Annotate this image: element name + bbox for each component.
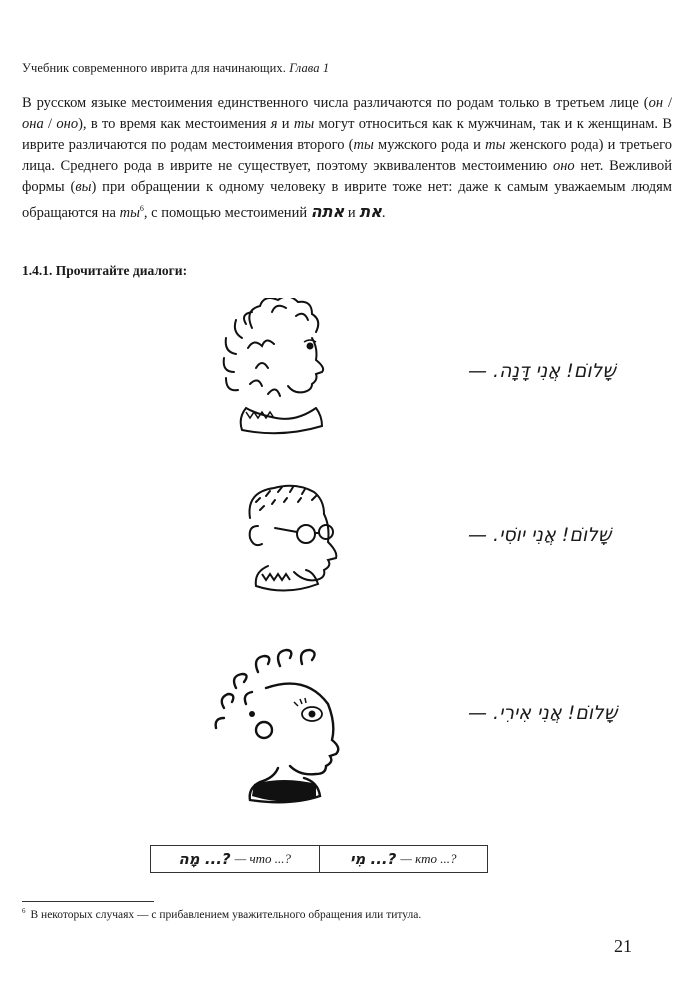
vocabulary-table xyxy=(150,845,488,873)
pronoun-ono: оно xyxy=(552,158,575,174)
exercise-title: 1.4.1. Прочитайте диалоги: xyxy=(22,263,188,278)
iri-portrait xyxy=(206,644,352,804)
text-run: ), в то время как местоимения xyxy=(78,116,271,132)
pronoun-ono: оно xyxy=(56,116,79,132)
dana-portrait xyxy=(212,298,340,438)
hebrew-greeting: שָׁלוֹם! אֲנִי דָּנָה. xyxy=(493,360,616,382)
hebrew-word: ?... מִי xyxy=(350,850,397,868)
pronoun-ona: она xyxy=(22,116,44,132)
pronoun-on: он xyxy=(648,95,664,111)
vocab-cell-who xyxy=(319,846,488,872)
hebrew-greeting: שָׁלוֹם! אֲנִי יוֹסִי. xyxy=(493,524,612,546)
running-header xyxy=(22,61,329,76)
slash: / xyxy=(663,95,673,111)
footnote-divider xyxy=(22,901,154,902)
hebrew-at: את xyxy=(359,201,382,221)
gloss: — кто ...? xyxy=(400,851,457,866)
gloss: — что ...? xyxy=(234,851,292,866)
text-run: женского рода) и третьего лица. Среднего рода в иврите не существует, поэтому эквивалентов местоимению xyxy=(22,137,673,174)
text-run: . xyxy=(381,204,386,221)
hebrew-greeting: שָׁלוֹם! אֲנִי אִירִי. xyxy=(493,702,618,724)
text-run: нет. Вежливой формы ( xyxy=(22,158,672,195)
chapter-label: Глава 1 xyxy=(289,61,330,75)
text-run: , с помощью местоимений xyxy=(143,204,311,221)
body-paragraph xyxy=(22,93,672,224)
text-run: и xyxy=(344,204,360,221)
footnote xyxy=(22,907,421,921)
dash: — xyxy=(468,524,487,546)
page-number: 21 xyxy=(614,936,632,956)
book-title: Учебник современного иврита для начинающих. xyxy=(22,61,286,75)
footnote-text: В некоторых случаях — с прибавлением уважительного обращения или титула. xyxy=(30,908,422,921)
pronoun-ty: ты xyxy=(485,137,506,153)
text-run: могут относиться как к мужчинам, так и к женщинам. В иврите различаются по родам местоимения второго ( xyxy=(22,116,673,153)
pronoun-ya: я xyxy=(270,116,278,132)
slash: / xyxy=(43,116,57,132)
dialogue-line-2 xyxy=(468,524,611,546)
text-run: В русском языке местоимения единственного числа различаются по родам только в третьем лице ( xyxy=(22,95,649,111)
text-run: мужского рода и xyxy=(373,137,486,153)
pronoun-vy: вы xyxy=(75,179,92,195)
footnote-number: 6 xyxy=(22,907,26,915)
footnote-ref[interactable]: 6 xyxy=(139,204,144,213)
hebrew-word: ?... מָה xyxy=(178,850,231,868)
yossi-portrait xyxy=(222,478,350,596)
dash: — xyxy=(468,360,487,382)
pronoun-ty: ты xyxy=(353,137,374,153)
dash: — xyxy=(468,702,487,724)
dialogue-line-3 xyxy=(468,702,617,724)
text-run: ) при обращении к одному человеку в иврите тоже нет: даже к самым уважаемым людям обращаются на xyxy=(22,179,672,221)
hebrew-atta: אתה xyxy=(310,201,345,221)
dialogue-line-1 xyxy=(468,360,616,382)
text-run: и xyxy=(277,116,294,132)
pronoun-ty: ты xyxy=(293,116,315,132)
vocab-cell-what xyxy=(151,846,319,872)
pronoun-ty: ты xyxy=(119,204,140,221)
